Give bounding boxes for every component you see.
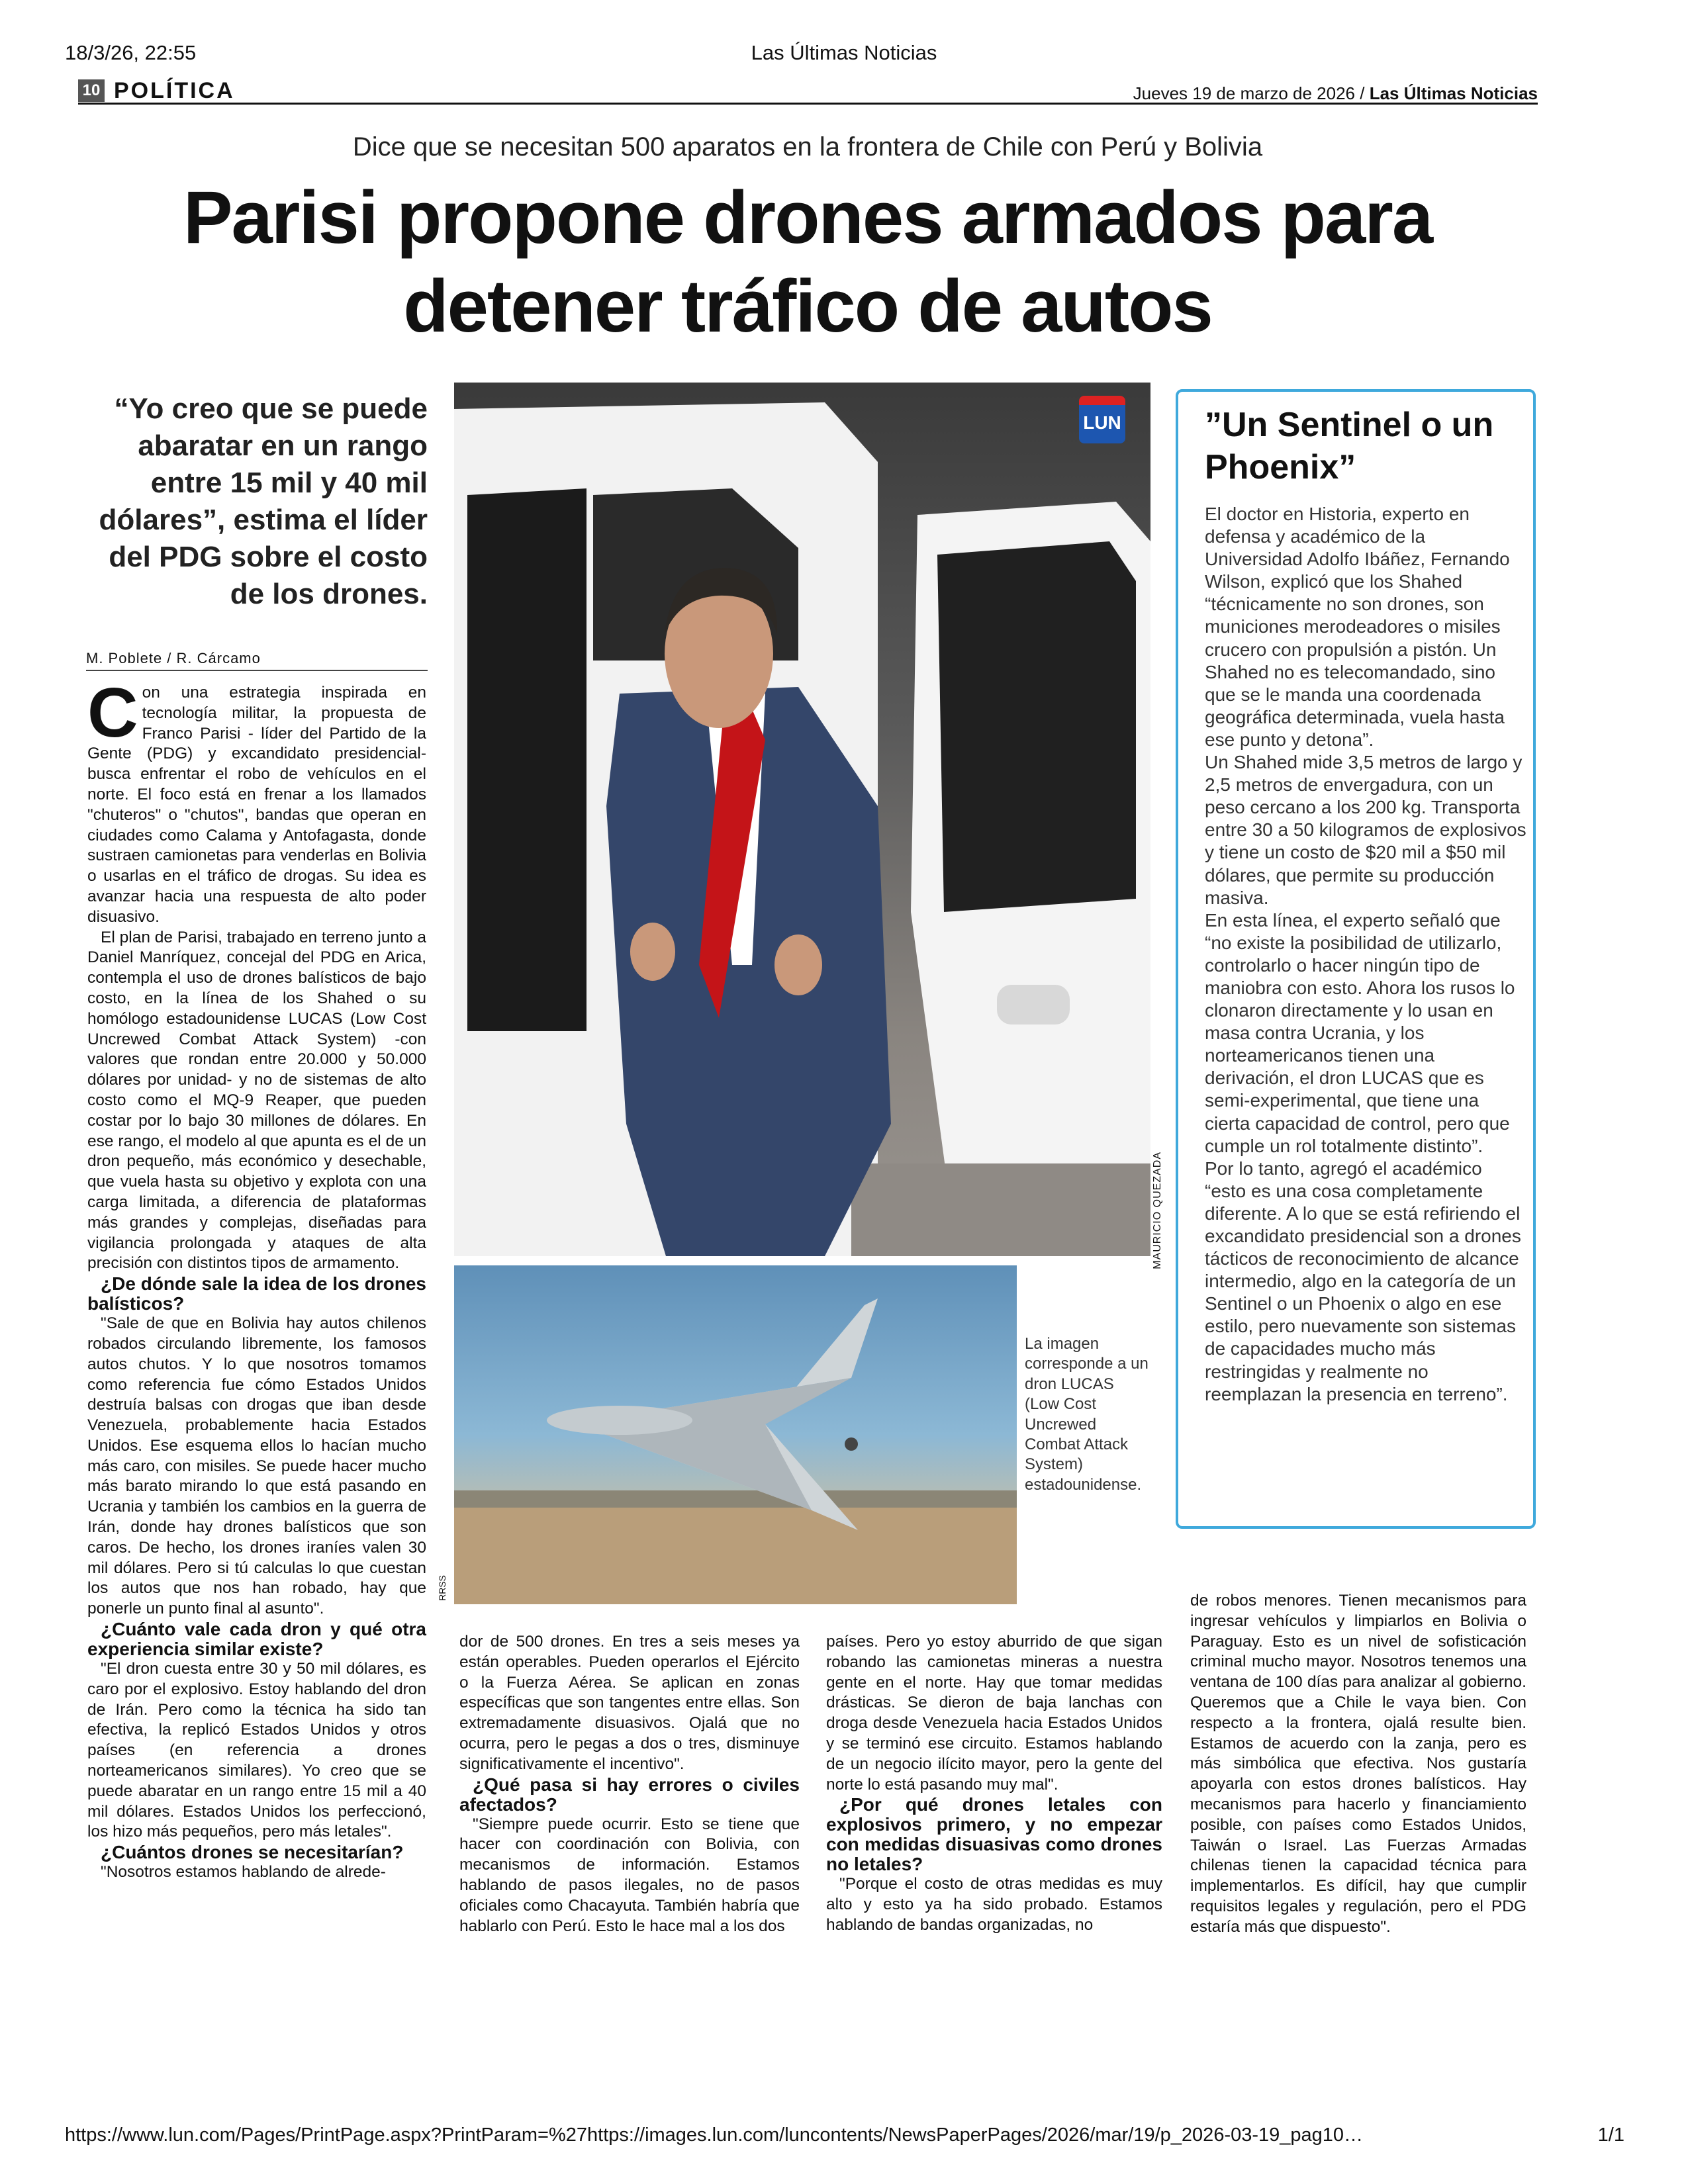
- print-url[interactable]: https://www.lun.com/Pages/PrintPage.aspx?PrintParam=%27https://images.lun.com/luncontents/NewsPaperPages/2026/mar/19/p_2026-03-19_pag10…: [65, 2124, 1364, 2146]
- lun-logo-badge: LUN: [1079, 396, 1125, 443]
- main-photo-credit: MAURICIO QUEZADA: [1152, 1152, 1163, 1269]
- article-column-4: [1190, 1591, 1526, 1938]
- main-photo-parisi: [454, 383, 1150, 1256]
- interview-question: ¿Cuánto vale cada dron y qué otra experiencia similar existe?: [87, 1619, 426, 1660]
- print-page-title: Las Últimas Noticias: [751, 41, 937, 64]
- article-column-1: [87, 674, 426, 1883]
- article-kicker: Dice que se necesitan 500 aparatos en la frontera de Chile con Perú y Bolivia: [352, 132, 1263, 161]
- sidebar-text: [1205, 503, 1526, 1406]
- issue-date-line: [1133, 83, 1538, 104]
- sidebar-paragraph: El doctor en Historia, experto en defensa y académico de la Universidad Adolfo Ibáñez, Fernando Wilson, explicó que los Shahed “técnicamente no son drones, son municiones merodeadores o misiles crucero con propulsión a pistón. Un Shahed no es telecomandado, sino que se le manda una coordenada geográfica determinada, vuela hasta ese punto y detona”.: [1205, 504, 1510, 750]
- paragraph: países. Pero yo estoy aburrido de que sigan robando las camionetas mineras a nuestra gente en el norte. Hay que tomar medidas drásticas. Se dieron de baja lanchas con droga desde Venezuela hacia Estados Unidos y se terminó ese circuito. Estamos hablando de un negocio ilícito mayor, pero la gente del norte lo está pasando muy mal".: [826, 1633, 1162, 1794]
- interview-question: ¿Por qué drones letales con explosivos primero, y no empezar con medidas disuasivas como drones no letales?: [826, 1794, 1162, 1875]
- sidebar-title: ”Un Sentinel o un Phoenix”: [1205, 406, 1494, 486]
- sidebar-paragraph: En esta línea, el experto señaló que “no existe la posibilidad de utilizarlo, controlarlo o hacer ningún tipo de maniobra con esto. Ahora los rusos lo clonaron directamente y lo usan en masa contra Ucrania, y los norteamericanos tienen una derivación, el dron LUCAS que es semi-experimental, que tiene una cierta capacidad de control, pero que cumple un rol totalmente distinto”.: [1205, 909, 1515, 1156]
- paragraph: El plan de Parisi, trabajado en terreno junto a Daniel Manríquez, concejal del PDG en Arica, contempla el uso de drones balísticos de bajo costo, en la línea de los Shahed o su homólogo estadounidense LUCAS (Low Cost Uncrewed Combat Attack System) -con valores que rondan entre 20.000 y 50.000 dólares por unidad- y no de sistemas de alto costo como el MQ-9 Reaper, que pueden costar por lo bajo 30 millones de dólares. En ese rango, el modelo al que apunta es el de un dron pequeño, más económico y desechable, que vuela hasta su objetivo y explota con una carga limitada, a diferencia de plataformas más grandes y complejas, diseñadas para vigilancia prolongada y ataques de alta precisión con distintos tipos de armamento.: [87, 928, 426, 1273]
- article-headline: [79, 173, 1536, 351]
- sidebar-box: [1176, 389, 1536, 1529]
- interview-question: ¿Qué pasa si hay errores o civiles afectados?: [459, 1774, 800, 1815]
- interview-question: ¿De dónde sale la idea de los drones balísticos?: [87, 1273, 426, 1314]
- section-name: POLÍTICA: [114, 78, 235, 103]
- issue-separator: /: [1355, 83, 1370, 103]
- print-datetime: 18/3/26, 22:55: [65, 41, 197, 64]
- headline-line-2: detener tráfico de autos: [403, 265, 1212, 347]
- issue-date: Jueves 19 de marzo de 2026: [1133, 83, 1356, 103]
- paragraph: dor de 500 drones. En tres a seis meses ya están operables. Pueden operarlos el Ejército o la Fuerza Aérea. Se aplican en zonas específicas que son tangentes entre ellas. Son extremadamente disuasivos. Ojalá que no ocurra, pero le pegas a dos o tres, disminuye significativamente el incentivo".: [459, 1633, 800, 1773]
- drone-photo-credit: RRSS: [437, 1575, 447, 1601]
- paragraph: "Sale de que en Bolivia hay autos chilenos robados circulando libremente, los famosos autos chutos. Y lo que nosotros tomamos como referencia fue cómo Estados Unidos destruía balsas con drogas que iban desde Venezuela, probablemente hacia Estados Unidos. Ese esquema ellos lo hacían mucho más caro, con misiles. Se puede hacer mucho más barato mirando lo que está pasando en Ucrania y también los cambios en la guerra de Irán, donde hay drones balísticos que son caros. De hecho, los drones iraníes valen 30 mil dólares. Pero si tú calculas lo que cuestan los autos que nos han robado, hay que ponerle un punto final al asunto".: [87, 1314, 426, 1618]
- drone-illustration: [454, 1265, 1017, 1604]
- byline: M. Poblete / R. Cárcamo: [86, 650, 428, 671]
- print-page-count: 1/1: [1597, 2124, 1624, 2146]
- paragraph: "Porque el costo de otras medidas es muy alto y esto ya ha sido probado. Estamos hablando de bandas organizadas, no: [826, 1875, 1162, 1934]
- paragraph: "Nosotros estamos hablando de alrede-: [101, 1863, 386, 1882]
- lead-text: on una estrategia inspirada en tecnología militar, la propuesta de Franco Parisi - líder del Partido de la Gente (PDG) y excandidato presidencial- busca enfrentar el robo de vehículos en el norte. El foco está en frenar a los llamados "chuteros" o "chutos", bandas que operan en ciudades como Calama y Antofagasta, donde sustraen camionetas para venderlas en Bolivia o usarlas en el tráfico de drogas. Su idea es avanzar hacia una respuesta de alto poder disuasivo.: [87, 684, 426, 926]
- drone-photo: [454, 1265, 1017, 1604]
- lead-paragraph: [87, 674, 426, 928]
- photo-illustration: [454, 383, 1150, 1256]
- paper-name: Las Últimas Noticias: [1369, 83, 1538, 103]
- article-column-3: [826, 1632, 1162, 1936]
- paragraph: de robos menores. Tienen mecanismos para ingresar vehículos y limpiarlos en Bolivia o Paraguay. Esto es un nivel de sofisticación criminal mucho mayor. Nosotros tenemos una ventana de 100 días para analizar al gobierno. Queremos que a Chile le vaya bien. Con respecto a la frontera, ojalá resulte bien. Estamos de acuerdo con la zanja, pero es más simbólica que efectiva. Nos gustaría apoyarla con estos drones balísticos. Hay mecanismos para hacerlo y financiamiento posible, con países como Estados Unidos, Taiwán o Israel. Las Fuerzas Armadas chilenas tienen la capacidad técnica para implementarlos. Es difícil, hay que cumplir requisitos legales y regulación, pero el PDG estaría más que dispuesto".: [1190, 1592, 1526, 1936]
- sidebar-paragraph: Un Shahed mide 3,5 metros de largo y 2,5 metros de envergadura, con un peso cercano a los 200 kg. Transporta entre 30 a 50 kilogramos de explosivos y tiene un costo de $20 mil a $50 mil dólares, que permite su producción masiva.: [1205, 752, 1526, 908]
- article-column-2: [459, 1632, 800, 1936]
- interview-question: ¿Cuántos drones se necesitarían?: [101, 1842, 404, 1863]
- sidebar-paragraph: Por lo tanto, agregó el académico “esto es una cosa completamente diferente. A lo que se está refiriendo el excandidato presidencial son a drones tácticos de reconocimiento de alcance intermedio, algo en la categoría de un Sentinel o un Phoenix o algo en ese estilo, pero nuevamente son sistemas de capacidades mucho más restringidas y realmente no reemplazan la presencia en terreno”.: [1205, 1158, 1521, 1404]
- page-number: 10: [78, 79, 105, 102]
- dropcap: C: [87, 674, 138, 752]
- drone-photo-caption: La imagen corresponde a un dron LUCAS (Low Cost Uncrewed Combat Attack System) estadounidense.: [1025, 1335, 1149, 1494]
- pull-quote: “Yo creo que se puede abaratar en un rango entre 15 mil y 40 mil dólares”, estima el líder del PDG sobre el costo de los drones.: [99, 392, 428, 610]
- paragraph: "Siempre puede ocurrir. Esto se tiene que hacer con coordinación con Bolivia, con mecanismos de información. Estamos hablando de pasos ilegales, no de pasos oficiales como Chacayuta. También habría que hablarlo con Perú. Esto le hace mal a los dos: [459, 1815, 800, 1935]
- paragraph: "El dron cuesta entre 30 y 50 mil dólares, es caro por el explosivo. Estoy hablando del dron de Irán. Pero como la técnica ha sido tan efectiva, la replicó Estados Unidos y otros países (en referencia a drones norteamericanos similares). Yo creo que se puede abaratar en un rango entre 15 mil a 40 mil dólares. Estados Unidos los perfeccionó, los hizo más pequeños, pero más letales".: [87, 1660, 426, 1841]
- section-header: [78, 78, 1538, 105]
- headline-line-1: Parisi propone drones armados para: [183, 176, 1432, 259]
